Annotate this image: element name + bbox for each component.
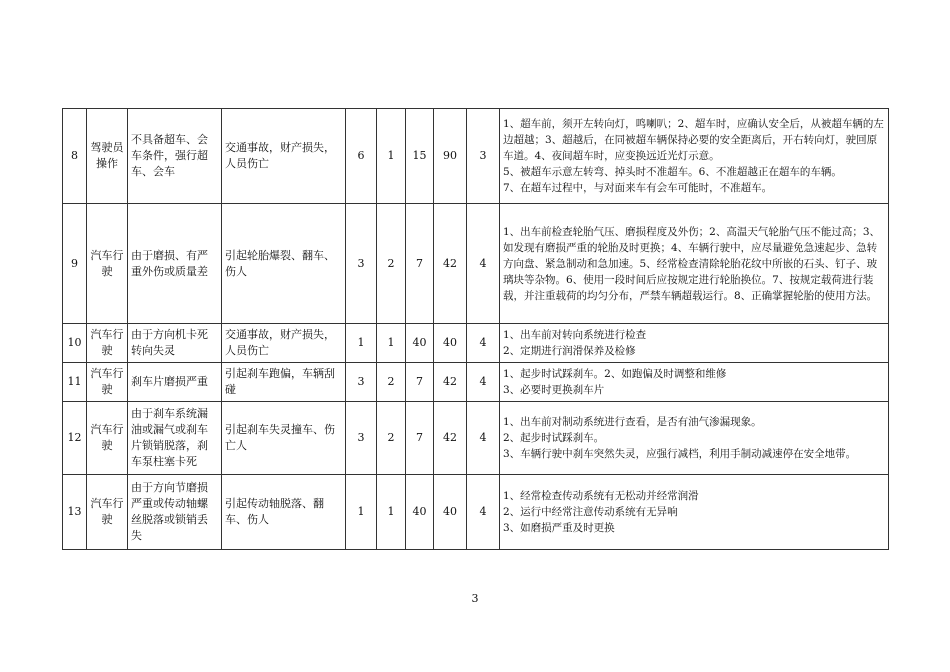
control-measures-cell (500, 204, 889, 324)
c-value-cell: 15 (406, 109, 434, 204)
l-value-cell: 1 (346, 324, 377, 363)
control-measures-cell (500, 402, 889, 475)
c-value-cell: 40 (406, 475, 434, 550)
consequence-cell: 引起刹车失灵撞车、伤亡人 (222, 402, 346, 475)
measure-line: 1、起步时试踩刹车。2、如跑偏及时调整和维修 (503, 368, 727, 380)
row-number-cell: 12 (63, 402, 87, 475)
e-value-cell: 2 (377, 204, 406, 324)
control-measures-cell (500, 363, 889, 402)
risk-level-cell: 4 (467, 475, 500, 550)
hazard-cell: 由于刹车系统漏油或漏气或刹车片锁销脱落，刹车泵柱塞卡死 (128, 402, 222, 475)
hazard-cell: 由于方向节磨损严重或传动轴螺丝脱落或锁销丢失 (128, 475, 222, 550)
measure-line: 3、如磨损严重及时更换 (503, 522, 615, 534)
activity-cell: 驾驶员操作 (87, 109, 128, 204)
measure-line: 1、出车前对制动系统进行查看，是否有油气渗漏现象。 (503, 416, 762, 428)
c-value-cell: 40 (406, 324, 434, 363)
measure-line: 3、车辆行驶中刹车突然失灵，应强行减档，利用手制动减速停在安全地带。 (503, 448, 857, 460)
d-value-cell: 90 (434, 109, 467, 204)
risk-assessment-table (62, 108, 889, 550)
d-value-cell: 42 (434, 402, 467, 475)
measure-line: 2、定期进行润滑保养及检修 (503, 345, 636, 357)
e-value-cell: 2 (377, 402, 406, 475)
activity-cell: 汽车行驶 (87, 324, 128, 363)
d-value-cell: 42 (434, 204, 467, 324)
consequence-cell: 引起刹车跑偏，车辆刮碰 (222, 363, 346, 402)
consequence-cell: 引起轮胎爆裂、翻车、伤人 (222, 204, 346, 324)
e-value-cell: 1 (377, 324, 406, 363)
risk-level-cell: 3 (467, 109, 500, 204)
measure-line: 1、经常检查传动系统有无松动并经常润滑 (503, 490, 699, 502)
activity-cell: 汽车行驶 (87, 363, 128, 402)
control-measures-cell (500, 324, 889, 363)
l-value-cell: 3 (346, 363, 377, 402)
consequence-cell: 引起传动轴脱落、翻车、伤人 (222, 475, 346, 550)
measure-line: 7、在超车过程中，与对面来车有会车可能时，不准超车。 (503, 182, 773, 194)
d-value-cell: 42 (434, 363, 467, 402)
table-row (63, 475, 889, 550)
l-value-cell: 3 (346, 204, 377, 324)
measure-line: 1、出车前检查轮胎气压、磨损程度及外伤；2、高温天气轮胎气压不能过高；3、如发现有磨损严重的轮胎及时更换；4、车辆行驶中，应尽量避免急速起步、急转方向盘、紧急制动和急加速。5、经常检查清除轮胎花纹中所嵌的石头、钉子、玻璃块等杂物。6、使用一段时间后应按规定进行轮胎换位。7、按规定载荷进行装载，并注重载荷的均匀分布，严禁车辆超载运行。8、正确掌握轮胎的使用方法。 (503, 225, 881, 302)
c-value-cell: 7 (406, 363, 434, 402)
activity-cell: 汽车行驶 (87, 475, 128, 550)
l-value-cell: 1 (346, 475, 377, 550)
d-value-cell: 40 (434, 475, 467, 550)
e-value-cell: 1 (377, 475, 406, 550)
row-number-cell: 13 (63, 475, 87, 550)
consequence-cell: 交通事故，财产损失，人员伤亡 (222, 324, 346, 363)
risk-level-cell: 4 (467, 204, 500, 324)
risk-level-cell: 4 (467, 402, 500, 475)
c-value-cell: 7 (406, 204, 434, 324)
hazard-cell: 刹车片磨损严重 (128, 363, 222, 402)
measure-line: 3、必要时更换刹车片 (503, 384, 605, 396)
row-number-cell: 10 (63, 324, 87, 363)
table-row (63, 363, 889, 402)
hazard-cell: 由于磨损、有严重外伤或质量差 (128, 204, 222, 324)
measure-line: 2、运行中经常注意传动系统有无异响 (503, 506, 678, 518)
table-body (63, 109, 889, 550)
e-value-cell: 2 (377, 363, 406, 402)
l-value-cell: 6 (346, 109, 377, 204)
consequence-cell: 交通事故，财产损失，人员伤亡 (222, 109, 346, 204)
d-value-cell: 40 (434, 324, 467, 363)
measure-line: 5、被超车示意左转弯、掉头时不准超车。6、不准超越正在超车的车辆。 (503, 166, 842, 178)
measure-line: 2、起步时试踩刹车。 (503, 432, 605, 444)
activity-cell: 汽车行驶 (87, 402, 128, 475)
risk-level-cell: 4 (467, 363, 500, 402)
table-row (63, 109, 889, 204)
hazard-cell: 由于方向机卡死转向失灵 (128, 324, 222, 363)
risk-level-cell: 4 (467, 324, 500, 363)
page-number: 3 (471, 592, 479, 605)
c-value-cell: 7 (406, 402, 434, 475)
e-value-cell: 1 (377, 109, 406, 204)
measure-line: 1、超车前，须开左转向灯，鸣喇叭；2、超车时，应确认安全后，从被超车辆的左边超越；3、超越后，在同被超车辆保持必要的安全距离后，开右转向灯，驶回原车道。4、夜间超车时，应变换远近光灯示意。 (503, 118, 884, 162)
measure-line: 1、出车前对转向系统进行检查 (503, 329, 647, 341)
control-measures-cell (500, 475, 889, 550)
l-value-cell: 3 (346, 402, 377, 475)
row-number-cell: 9 (63, 204, 87, 324)
row-number-cell: 8 (63, 109, 87, 204)
table-row (63, 324, 889, 363)
activity-cell: 汽车行驶 (87, 204, 128, 324)
row-number-cell: 11 (63, 363, 87, 402)
table-row (63, 204, 889, 324)
hazard-cell: 不具备超车、会车条件，强行超车、会车 (128, 109, 222, 204)
table-row (63, 402, 889, 475)
control-measures-cell (500, 109, 889, 204)
